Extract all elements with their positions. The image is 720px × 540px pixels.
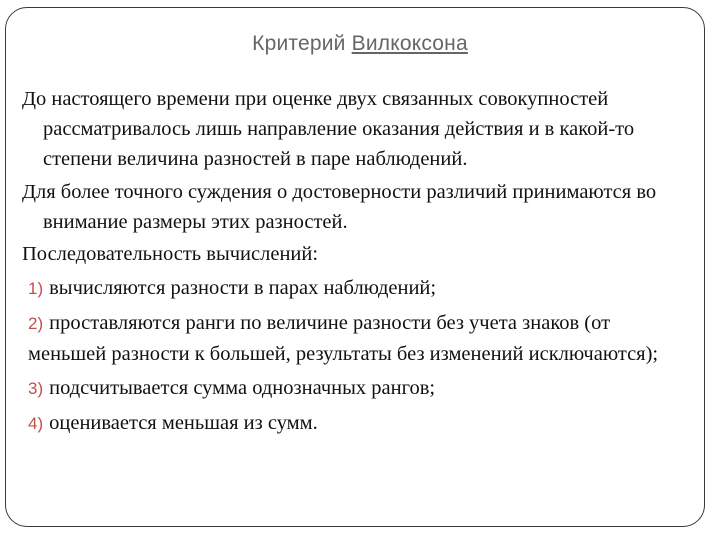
paragraph-intro: До настоящего времени при оценке двух связанных совокупностей рассматривалось лишь направление оказания действия и в какой-то степени величина разностей в паре наблюдений.	[22, 88, 635, 170]
paragraph-sequence-heading: Последовательность вычислений:	[22, 243, 319, 265]
list-number: 2)	[28, 314, 44, 333]
list-item-text: оценивается меньшая из сумм.	[49, 412, 318, 434]
list-item	[28, 373, 672, 404]
list-number: 3)	[28, 379, 44, 398]
list-item	[28, 273, 672, 304]
list-item-text: вычисляются разности в парах наблюдений;	[49, 277, 437, 299]
list-item-text: проставляются ранги по величине разности без учета знаков (от меньшей разности к большей, результаты без изменений исключаются);	[28, 312, 659, 365]
list-item-text: подсчитывается сумма однозначных рангов;	[49, 377, 436, 399]
title-word-wilcoxon: Вилкоксона	[351, 32, 468, 55]
title-word-kriteriy: Критерий	[252, 32, 346, 55]
slide-title	[0, 32, 720, 56]
list-item	[28, 308, 672, 369]
list-number: 4)	[28, 414, 44, 433]
list-item	[28, 408, 672, 439]
paragraph-precision: Для более точного суждения о достоверности различий принимаются во внимание размеры этих разностей.	[22, 181, 657, 233]
slide-content	[22, 84, 672, 443]
list-number: 1)	[28, 279, 44, 298]
